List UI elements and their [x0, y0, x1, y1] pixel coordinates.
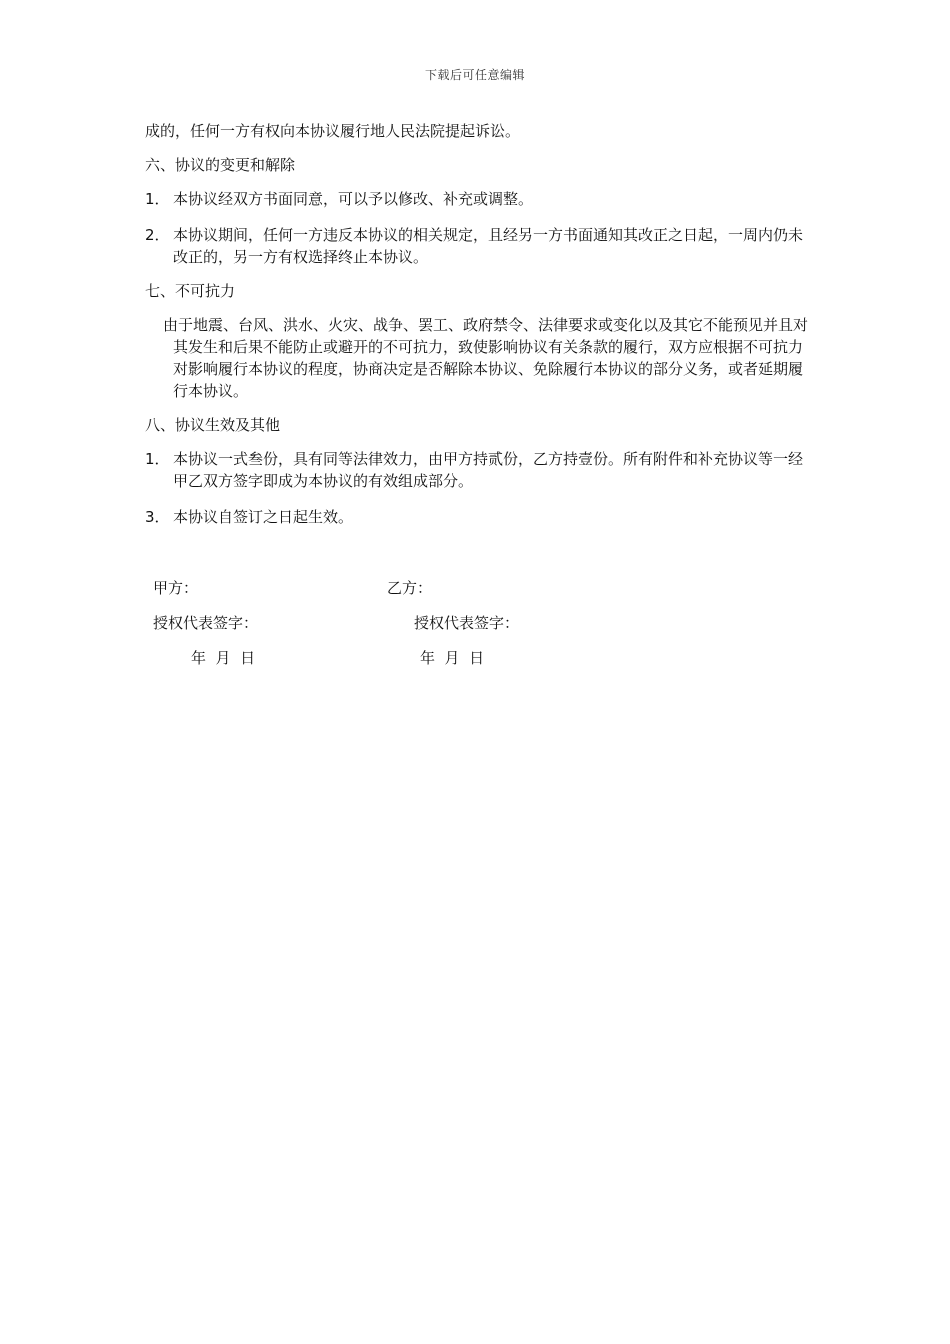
item-text: 本协议自签订之日起生效。: [173, 508, 354, 526]
document-body: [145, 120, 810, 528]
section-6-item-1: [145, 188, 810, 210]
item-number: 2．: [145, 226, 170, 244]
continuation-paragraph: 成的，任何一方有权向本协议履行地人民法院提起诉讼。: [145, 122, 521, 140]
section-8-item-1: [145, 448, 810, 492]
item-text: 本协议一式叁份，具有同等法律效力，由甲方持贰份，乙方持壹份。所有附件和补充协议等一经甲乙双方签字即成为本协议的有效组成部分。: [173, 450, 804, 490]
item-number: 1．: [145, 450, 170, 468]
force-majeure-paragraph: 由于地震、台风、洪水、火灾、战争、罢工、政府禁令、法律要求或变化以及其它不能预见并且对其发生和后果不能防止或避开的不可抗力，致使影响协议有关条款的履行，双方应根据不可抗力对影响履行本协议的程度，协商决定是否解除本协议、免除履行本协议的部分义务，或者延期履行本协议。: [163, 316, 809, 400]
item-number: 3．: [145, 508, 170, 526]
page-header: 下载后可任意编辑: [424, 68, 525, 82]
party-a-representative-label: 授权代表签字：: [153, 614, 259, 632]
section-8-item-3: [145, 506, 810, 528]
item-number: 1．: [145, 190, 170, 208]
party-b-representative-label: 授权代表签字：: [414, 614, 520, 632]
item-text: 本协议期间，任何一方违反本协议的相关规定，且经另一方书面通知其改正之日起，一周内仍未改正的，另一方有权选择终止本协议。: [173, 226, 804, 266]
section-7-title: 七、不可抗力: [145, 282, 236, 300]
party-b-date: 年 月 日: [420, 649, 485, 667]
section-6-item-2: [145, 224, 810, 268]
item-text: 本协议经双方书面同意，可以予以修改、补充或调整。: [173, 190, 534, 208]
party-a-label: 甲方：: [153, 579, 199, 597]
section-6-title: 六、协议的变更和解除: [145, 156, 296, 174]
party-b-label: 乙方：: [387, 579, 433, 597]
party-a-date: 年 月 日: [191, 649, 256, 667]
section-8-title: 八、协议生效及其他: [145, 416, 281, 434]
